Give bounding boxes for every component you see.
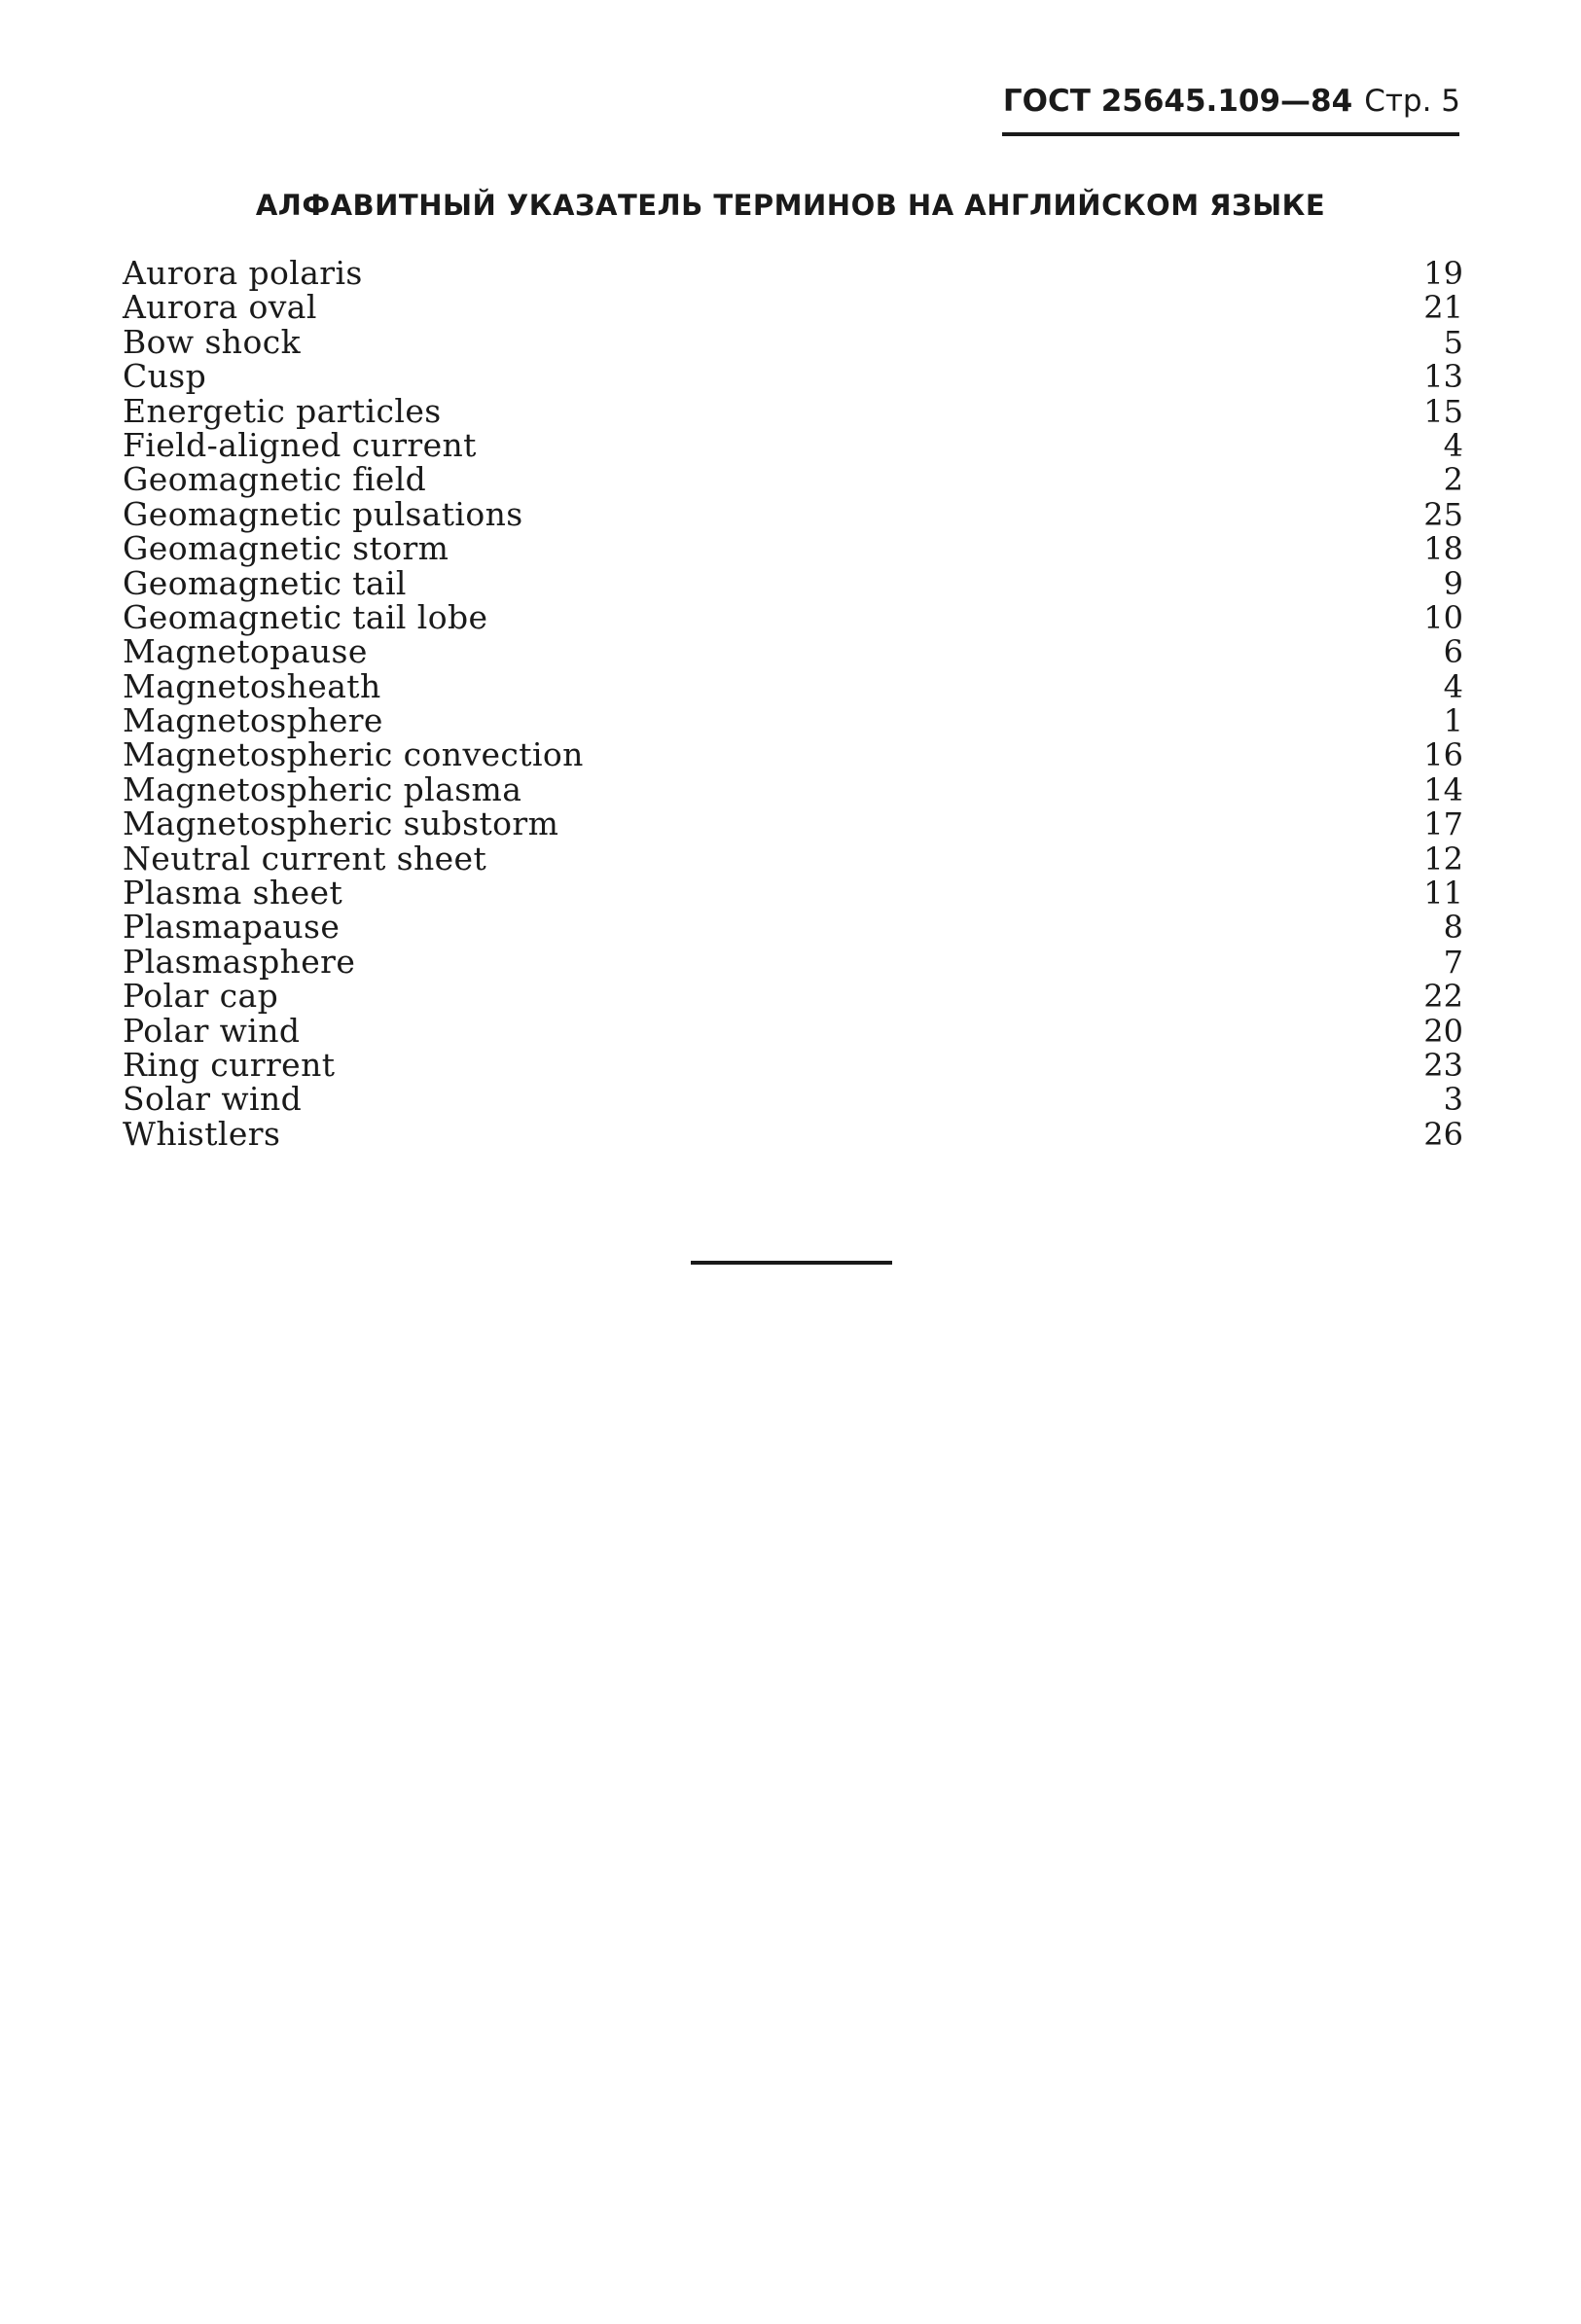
index-entry (123, 769, 1463, 808)
entry-term: Energetic particles (123, 391, 442, 430)
index-entry (123, 460, 1463, 499)
entry-term: Plasma sheet (123, 874, 343, 912)
index-entry (123, 597, 1463, 636)
entry-term: Aurora polaris (123, 254, 363, 292)
index-title: АЛФАВИТНЫЙ УКАЗАТЕЛЬ ТЕРМИНОВ НА АНГЛИЙСКОМ ЯЗЫКЕ (255, 189, 1326, 222)
entry-term: Geomagnetic pulsations (123, 494, 523, 533)
index-entry (123, 563, 1463, 602)
index-entry (123, 701, 1463, 740)
index-entry (123, 666, 1463, 705)
entry-ref: 8 (1443, 909, 1463, 947)
page-number: Стр. 5 (1364, 84, 1460, 119)
index-entry (123, 876, 1463, 910)
index-entry (123, 391, 1463, 430)
entry-term: Geomagnetic field (123, 460, 427, 499)
entry-ref: 26 (1423, 1115, 1463, 1153)
index-entry (123, 357, 1463, 396)
entry-ref: 10 (1423, 598, 1463, 636)
index-entry (123, 1045, 1463, 1084)
entry-term: Neutral current sheet (123, 839, 487, 877)
entry-term: Magnetospheric plasma (123, 769, 522, 808)
entry-term: Polar cap (123, 977, 279, 1016)
entry-term: Plasmapause (123, 908, 341, 947)
entry-term: Magnetosheath (123, 666, 381, 705)
entry-term: Magnetopause (123, 632, 368, 671)
index-entry (123, 1080, 1463, 1119)
entry-ref: 21 (1423, 289, 1463, 327)
entry-ref: 12 (1423, 840, 1463, 877)
entry-term: Bow shock (123, 322, 301, 361)
entry-ref: 18 (1423, 530, 1463, 568)
index-entry (123, 1011, 1463, 1050)
index-entry (123, 735, 1463, 774)
entry-ref: 9 (1443, 564, 1463, 602)
entry-ref: 19 (1423, 255, 1463, 292)
page-header (1003, 82, 1460, 121)
index-entry (123, 288, 1463, 327)
end-rule (691, 1261, 892, 1265)
entry-term: Geomagnetic tail (123, 563, 407, 602)
entry-ref: 11 (1423, 875, 1463, 912)
index-entry (123, 977, 1463, 1016)
entry-ref: 2 (1443, 461, 1463, 499)
index-entry (123, 1114, 1463, 1153)
entry-term: Whistlers (123, 1114, 281, 1153)
index-entry (123, 322, 1463, 361)
standard-code: ГОСТ 25645.109—84 (1002, 84, 1353, 119)
index-entry (123, 908, 1463, 947)
entry-ref: 4 (1443, 426, 1463, 464)
index-entry (123, 942, 1463, 981)
entry-ref: 25 (1423, 495, 1463, 533)
entry-term: Plasmasphere (123, 942, 356, 981)
entry-ref: 3 (1443, 1081, 1463, 1119)
term-index-list (123, 256, 1463, 1151)
entry-ref: 1 (1443, 702, 1463, 740)
entry-term: Magnetosphere (123, 701, 383, 740)
index-entry (123, 841, 1463, 876)
entry-ref: 14 (1423, 770, 1463, 808)
index-entry (123, 425, 1463, 464)
entry-ref: 20 (1423, 1012, 1463, 1050)
entry-term: Magnetospheric convection (123, 735, 584, 774)
entry-term: Solar wind (123, 1080, 303, 1119)
index-entry (123, 494, 1463, 533)
entry-term: Polar wind (123, 1011, 301, 1050)
entry-term: Geomagnetic tail lobe (123, 597, 488, 636)
index-entry (123, 804, 1463, 843)
entry-ref: 13 (1423, 358, 1463, 396)
entry-ref: 16 (1423, 736, 1463, 774)
entry-ref: 6 (1443, 633, 1463, 671)
entry-ref: 22 (1423, 978, 1463, 1016)
header-rule (1002, 132, 1459, 136)
entry-ref: 4 (1443, 667, 1463, 705)
entry-term: Geomagnetic storm (123, 529, 449, 568)
entry-term: Field-aligned current (123, 425, 477, 464)
entry-term: Ring current (123, 1045, 336, 1084)
entry-ref: 15 (1423, 392, 1463, 430)
entry-ref: 5 (1443, 323, 1463, 361)
entry-term: Aurora oval (123, 288, 317, 327)
entry-ref: 23 (1423, 1046, 1463, 1084)
index-entry (123, 256, 1463, 290)
entry-ref: 7 (1443, 943, 1463, 981)
entry-term: Cusp (123, 357, 207, 396)
index-entry (123, 632, 1463, 671)
index-entry (123, 529, 1463, 568)
entry-ref: 17 (1423, 805, 1463, 843)
entry-term: Magnetospheric substorm (123, 804, 559, 843)
